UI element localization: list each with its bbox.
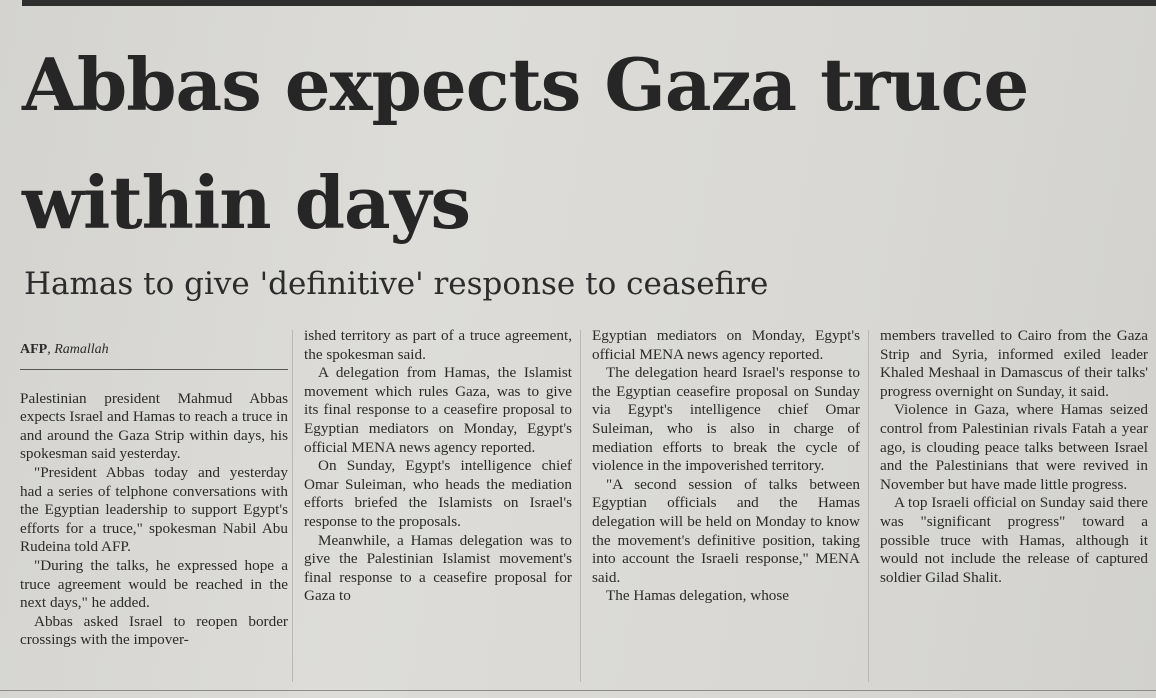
byline-agency: AFP xyxy=(20,342,48,357)
top-rule xyxy=(22,0,1156,6)
paragraph: A top Israeli official on Sunday said there was "significant progress" toward a possible truce with Hamas, although it would not include the release of captured soldier Gilad Shalit. xyxy=(880,494,1148,586)
paragraph: Violence in Gaza, where Hamas seized control from Palestinian rivals Fatah a year ago, is clouding peace talks between Israel and the Palestinians that were revived in November but have made little progress. xyxy=(880,401,1148,493)
paragraph: "A second session of talks between Egyptian officials and the Hamas delegation will be held on Monday to know the movement's definitive position, taking into account the Israeli response," MENA said. xyxy=(592,475,860,586)
paragraph: ished territory as part of a truce agreement, the spokesman said. xyxy=(304,327,572,363)
bottom-rule xyxy=(0,690,1156,691)
column-divider xyxy=(292,330,293,682)
paragraph: "President Abbas today and yesterday had a series of telphone conversations with the Egyptian leadership to support Egypt's efforts for a truce," spokesman Nabil Abu Rudeina told AFP. xyxy=(20,463,288,556)
article-column-2 xyxy=(304,327,572,606)
headline: Abbas expects Gaza truce within days xyxy=(22,42,1029,245)
column-divider xyxy=(580,330,581,682)
byline: AFP, Ramallah xyxy=(20,341,288,370)
paragraph: Abbas asked Israel to reopen border crossings with the impover- xyxy=(20,612,288,649)
paragraph: members travelled to Cairo from the Gaza Strip and Syria, informed exiled leader Khaled Meshaal in Damascus of their talks' progress overnight on Sunday, it said. xyxy=(880,327,1148,400)
article-column-3 xyxy=(592,327,860,606)
paragraph: "During the talks, he expressed hope a truce agreement would be reached in the next days," he added. xyxy=(20,556,288,612)
subheadline: Hamas to give 'definitive' response to ceasefire xyxy=(24,266,769,302)
paragraph: Egyptian mediators on Monday, Egypt's official MENA news agency reported. xyxy=(592,327,860,363)
article-column-1 xyxy=(20,327,288,650)
paragraph: A delegation from Hamas, the Islamist movement which rules Gaza, was to give its final response to a ceasefire proposal to Egyptian mediators on Monday, Egypt's official MENA news agency reported. xyxy=(304,364,572,456)
paragraph: On Sunday, Egypt's intelligence chief Omar Suleiman, who heads the mediation efforts briefed the Islamists on Israel's response to the proposals. xyxy=(304,457,572,530)
byline-location: Ramallah xyxy=(54,342,109,357)
column-divider xyxy=(868,330,869,682)
paragraph: The Hamas delegation, whose xyxy=(606,587,790,605)
article-column-4 xyxy=(880,327,1148,587)
paragraph: Palestinian president Mahmud Abbas expects Israel and Hamas to reach a truce in and around the Gaza Strip within days, his spokesman said yesterday. xyxy=(20,389,288,463)
paragraph: Meanwhile, a Hamas delegation was to give the Palestinian Islamist movement's final response to a ceasefire proposal for Gaza to xyxy=(304,531,572,605)
paragraph: The delegation heard Israel's response to the Egyptian ceasefire proposal on Sunday via Egypt's intelligence chief Omar Suleiman, who is also in charge of mediation efforts to break the cycle of violence in the impoverished territory. xyxy=(592,364,860,475)
